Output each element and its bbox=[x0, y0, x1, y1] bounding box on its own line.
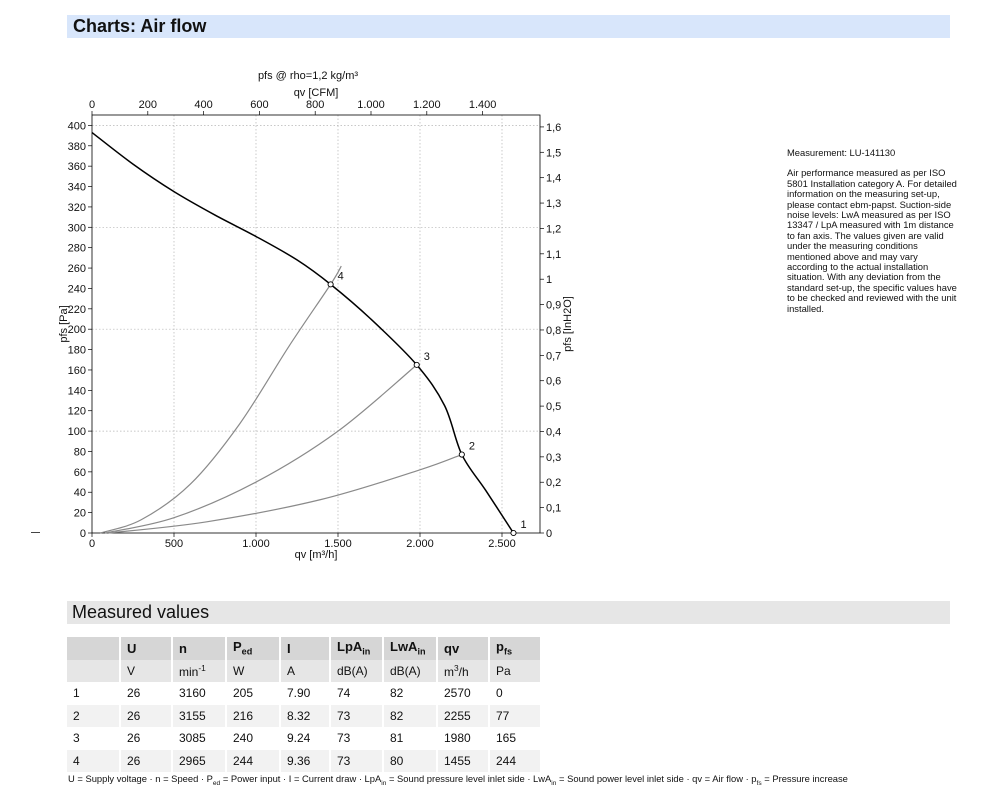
operating-point-label: 3 bbox=[423, 350, 430, 363]
table-cell: 3 bbox=[67, 727, 119, 750]
table-cell: 3085 bbox=[173, 727, 225, 750]
y-tick-label: 60 bbox=[73, 466, 86, 479]
y-tick-label: 200 bbox=[67, 324, 86, 337]
table-cell: 1980 bbox=[438, 727, 488, 750]
x-tick-label: 2.000 bbox=[406, 538, 434, 550]
y-tick-label: 300 bbox=[67, 222, 86, 235]
measured-section-header bbox=[67, 601, 950, 624]
unit-cell: dB(A) bbox=[331, 660, 382, 683]
footnote-sub: in bbox=[381, 779, 387, 787]
operating-point-marker bbox=[459, 452, 464, 457]
system-curve-line bbox=[100, 266, 341, 533]
unit-cell: $m^3/h$ bbox=[438, 660, 488, 683]
table-cell: 26 bbox=[121, 727, 171, 750]
table-cell: 4 bbox=[67, 750, 119, 773]
table-cell: 244 bbox=[227, 750, 279, 773]
table-cell: 73 bbox=[331, 727, 382, 750]
y-tick-label: 140 bbox=[67, 385, 86, 398]
x2-tick-label: 1.200 bbox=[413, 99, 441, 111]
table-cell: 1 bbox=[67, 682, 119, 705]
table-cell: 81 bbox=[384, 727, 436, 750]
table-footnote bbox=[68, 773, 848, 787]
y2-tick-label: 1,5 bbox=[546, 147, 562, 160]
y-tick-label: 100 bbox=[67, 426, 86, 439]
operating-point-marker bbox=[511, 530, 516, 535]
y2-tick-label: 1,4 bbox=[546, 172, 562, 185]
charts-section-title: Charts: Air flow bbox=[73, 16, 207, 36]
y2-tick-label: 0,4 bbox=[546, 426, 562, 439]
y-tick-label: 320 bbox=[67, 201, 86, 214]
y-tick-label: 0 bbox=[79, 528, 86, 540]
y2-tick-label: 0,2 bbox=[546, 477, 562, 490]
table-cell: 0 bbox=[490, 682, 540, 705]
unit-cell: dB(A) bbox=[384, 660, 436, 683]
footnote-text: = Pressure increase bbox=[761, 773, 848, 784]
operating-point-label: 1 bbox=[520, 519, 527, 531]
chart-ticks bbox=[68, 99, 562, 550]
fan-curve-line bbox=[92, 133, 513, 533]
x2-tick-label: 1.400 bbox=[468, 99, 497, 111]
table-cell: 77 bbox=[490, 705, 540, 728]
table-cell: 26 bbox=[121, 682, 171, 705]
header-cell: $p_{fs}$ bbox=[490, 637, 540, 660]
table-cell: 240 bbox=[227, 727, 279, 750]
table-cell: 165 bbox=[490, 727, 540, 750]
footnote-text: = Sound pressure level inlet side · LwA bbox=[386, 773, 552, 784]
x-tick-label: 500 bbox=[164, 538, 184, 550]
header-cell bbox=[67, 637, 119, 660]
table-cell: 73 bbox=[331, 705, 382, 728]
operating-points bbox=[328, 270, 527, 535]
operating-point-marker bbox=[328, 282, 333, 287]
table-cell: 7.90 bbox=[281, 682, 329, 705]
y-tick-label: 280 bbox=[67, 242, 86, 255]
measurement-id: Measurement: LU-141130 bbox=[787, 147, 896, 158]
chart-grid bbox=[92, 115, 540, 533]
table-header-row bbox=[67, 637, 540, 660]
x-tick-label: 1.500 bbox=[324, 538, 352, 550]
y2-tick-label: 1,1 bbox=[546, 248, 562, 261]
y2-tick-label: 0,9 bbox=[546, 299, 562, 312]
footnote-text: = Sound power level inlet side · qv = Air flow · p bbox=[556, 773, 757, 784]
y2-tick-label: 1,2 bbox=[546, 223, 562, 236]
header-cell: n bbox=[173, 637, 225, 660]
y-tick-label: 160 bbox=[67, 364, 86, 377]
y2-tick-label: 1,3 bbox=[546, 198, 562, 211]
system-curve-line bbox=[105, 365, 417, 533]
x2-axis-label: qv [CFM] bbox=[293, 87, 339, 99]
plot-frame bbox=[92, 115, 540, 533]
measurement-description: Air performance measured as per ISO 5801 Installation category A. For detailed information on the measuring set-up, please contact ebm-papst. Suction-side noise levels: LwA measured as per ISO 13347 / LpA measured with 1m distance to fan axis. The values given are valid under the measuring conditions mentioned above and may vary according to the actual installation situation. With any deviation from the standard set-up, the specific values have to be checked and reviewed with the unit installed. bbox=[787, 167, 957, 314]
header-cell: I bbox=[281, 637, 329, 660]
table-cell: 216 bbox=[227, 705, 279, 728]
y-tick-label: 240 bbox=[67, 283, 86, 296]
measured-section-title: Measured values bbox=[72, 602, 210, 622]
y2-tick-label: 0,8 bbox=[546, 324, 562, 337]
table-cell: 3160 bbox=[173, 682, 225, 705]
x2-tick-label: 1.000 bbox=[357, 99, 385, 111]
table-row bbox=[67, 727, 540, 750]
operating-point-label: 2 bbox=[468, 440, 475, 453]
y-tick-label: 360 bbox=[67, 161, 86, 174]
y2-tick-label: 0 bbox=[546, 528, 553, 540]
x-tick-label: 2.500 bbox=[488, 538, 516, 550]
y2-tick-label: 0,5 bbox=[546, 401, 562, 414]
margin-dash bbox=[31, 532, 40, 533]
y-tick-label: 400 bbox=[67, 120, 86, 133]
unit-cell: A bbox=[281, 660, 329, 683]
footnote-text: = Power input · I = Current draw · LpA bbox=[220, 773, 382, 784]
y2-tick-label: 0,7 bbox=[546, 350, 562, 363]
chart-series bbox=[92, 133, 513, 533]
measured-values-table bbox=[65, 637, 542, 772]
table-cell: 74 bbox=[331, 682, 382, 705]
header-cell: LwA$_{in}$ bbox=[384, 637, 436, 660]
table-cell: 1455 bbox=[438, 750, 488, 773]
unit-cell: V bbox=[121, 660, 171, 683]
y-tick-label: 380 bbox=[67, 140, 86, 153]
y-tick-label: 180 bbox=[67, 344, 86, 357]
table-cell: 244 bbox=[490, 750, 540, 773]
x-tick-label: 0 bbox=[88, 538, 96, 550]
unit-cell: W bbox=[227, 660, 279, 683]
y2-axis-label: pfs [InH2O] bbox=[562, 296, 574, 352]
measurement-notes bbox=[787, 148, 957, 314]
y2-tick-label: 0,3 bbox=[546, 451, 562, 464]
table-cell: 8.32 bbox=[281, 705, 329, 728]
x2-tick-label: 800 bbox=[306, 99, 325, 111]
table-cell: 2 bbox=[67, 705, 119, 728]
y-tick-label: 120 bbox=[67, 405, 86, 418]
footnote-sub: fs bbox=[756, 779, 762, 787]
table-cell: 2255 bbox=[438, 705, 488, 728]
header-cell: LpA$_{in}$ bbox=[331, 637, 382, 660]
table-row bbox=[67, 682, 540, 705]
table-cell: 9.36 bbox=[281, 750, 329, 773]
unit-cell: Pa bbox=[490, 660, 540, 683]
x2-tick-label: 200 bbox=[138, 99, 157, 111]
chart-title: pfs @ rho=1,2 kg/m³ bbox=[257, 70, 359, 82]
table-cell: 82 bbox=[384, 682, 436, 705]
table-cell: 26 bbox=[121, 750, 171, 773]
x-tick-label: 1.000 bbox=[242, 538, 270, 550]
table-row bbox=[67, 705, 540, 728]
table-cell: 26 bbox=[121, 705, 171, 728]
x2-tick-label: 400 bbox=[194, 99, 213, 111]
header-cell: U bbox=[121, 637, 171, 660]
table-cell: 2570 bbox=[438, 682, 488, 705]
operating-point-label: 4 bbox=[337, 270, 344, 283]
y-tick-label: 40 bbox=[73, 487, 86, 500]
y-tick-label: 340 bbox=[67, 181, 86, 194]
header-cell: qv bbox=[438, 637, 488, 660]
table-cell: 80 bbox=[384, 750, 436, 773]
footnote-sub: in bbox=[551, 779, 557, 787]
x2-tick-label: 600 bbox=[250, 99, 269, 111]
y-tick-label: 220 bbox=[67, 303, 86, 316]
y-tick-label: 20 bbox=[73, 507, 86, 520]
unit-cell bbox=[67, 660, 119, 683]
footnote-sub: ed bbox=[212, 779, 221, 787]
y-axis-label: pfs [Pa] bbox=[58, 305, 70, 343]
footnote-text: U = Supply voltage · n = Speed · P bbox=[68, 773, 213, 784]
y2-tick-label: 1 bbox=[546, 274, 553, 287]
x-axis-label: qv [m³/h] bbox=[294, 549, 338, 561]
table-cell: 82 bbox=[384, 705, 436, 728]
operating-point-marker bbox=[414, 362, 419, 367]
y2-tick-label: 0,1 bbox=[546, 502, 562, 515]
header-cell: $P_{ed}$ bbox=[227, 637, 279, 660]
table-cell: 73 bbox=[331, 750, 382, 773]
table-row bbox=[67, 750, 540, 773]
unit-cell: $\min^{-1}$ bbox=[173, 660, 225, 683]
table-cell: 3155 bbox=[173, 705, 225, 728]
y-tick-label: 260 bbox=[67, 263, 86, 276]
table-cell: 9.24 bbox=[281, 727, 329, 750]
y2-tick-label: 0,6 bbox=[546, 375, 562, 388]
x2-tick-label: 0 bbox=[88, 99, 96, 111]
table-units-row bbox=[67, 660, 540, 683]
table-cell: 205 bbox=[227, 682, 279, 705]
y2-tick-label: 1,6 bbox=[546, 121, 562, 134]
table-cell: 2965 bbox=[173, 750, 225, 773]
y-tick-label: 80 bbox=[73, 446, 86, 459]
